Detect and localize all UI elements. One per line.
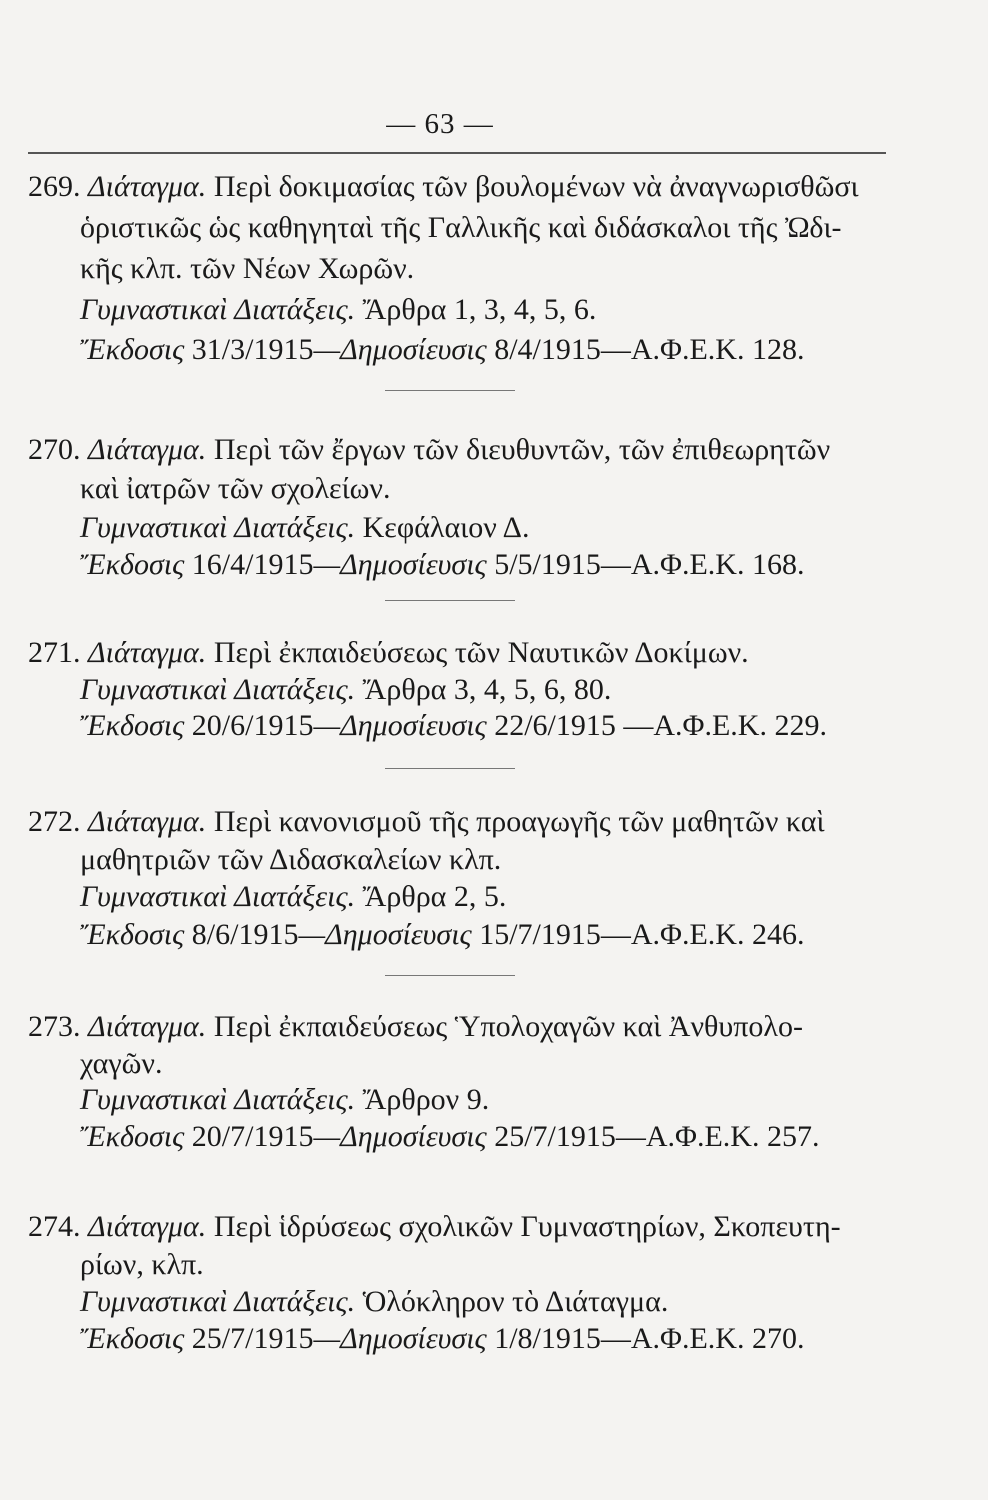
dimosieusis-label: —Δημοσίευσις xyxy=(313,1120,487,1153)
ekdosis-date: 31/3/1915 xyxy=(191,333,314,366)
entry-subject-cont: ρίων, κλπ. xyxy=(80,1248,204,1281)
diataxeis-line xyxy=(80,673,611,707)
entry-title: Διάταγμα. xyxy=(88,170,207,203)
dimosieusis-label: —Δημοσίευσις xyxy=(313,709,487,742)
dimosieusis-value: 22/6/1915 —Α.Φ.Ε.Κ. 229. xyxy=(494,709,827,742)
dimosieusis-value: 5/5/1915—Α.Φ.Ε.Κ. 168. xyxy=(494,548,805,581)
ekdosis-label: Ἔκδοσις xyxy=(80,918,185,951)
entry-subject: Περὶ κανονισμοῦ τῆς προαγωγῆς τῶν μαθητῶν καὶ xyxy=(213,805,825,838)
entry-first-line xyxy=(28,805,825,839)
diataxeis-value: Κεφάλαιον Δ. xyxy=(362,511,530,544)
header-rule xyxy=(28,152,886,154)
entry-first-line xyxy=(28,433,830,467)
entry-separator xyxy=(385,975,515,976)
dimosieusis-label: —Δημοσίευσις xyxy=(313,333,487,366)
entry-title: Διάταγμα. xyxy=(88,1210,207,1243)
entry-first-line xyxy=(28,1210,841,1244)
dimosieusis-value: 15/7/1915—Α.Φ.Ε.Κ. 246. xyxy=(479,918,805,951)
entry-title: Διάταγμα. xyxy=(88,433,207,466)
ekdosis-line xyxy=(80,918,804,952)
ekdosis-date: 8/6/1915 xyxy=(191,918,299,951)
ekdosis-line xyxy=(80,1120,819,1154)
entry-subject: Περὶ δοκιμασίας τῶν βουλομένων νὰ ἀναγνωρισθῶσι xyxy=(213,170,859,203)
ekdosis-label: Ἔκδοσις xyxy=(80,548,185,581)
entry-subject-cont: ὁριστικῶς ὡς καθηγηταὶ τῆς Γαλλικῆς καὶ διδάσκαλοι τῆς Ὠδι- xyxy=(80,211,842,244)
entry-first-line xyxy=(28,1010,803,1044)
diataxeis-line xyxy=(80,293,596,327)
dimosieusis-label: —Δημοσίευσις xyxy=(313,548,487,581)
diataxeis-label: Γυμναστικαὶ Διατάξεις. xyxy=(80,880,356,913)
entry-first-line xyxy=(28,170,859,204)
diataxeis-value: Ἄρθρον 9. xyxy=(362,1083,490,1116)
ekdosis-label: Ἔκδοσις xyxy=(80,333,185,366)
diataxeis-label: Γυμναστικαὶ Διατάξεις. xyxy=(80,1083,356,1116)
ekdosis-line xyxy=(80,1322,804,1356)
dimosieusis-value: 25/7/1915—Α.Φ.Ε.Κ. 257. xyxy=(494,1120,820,1153)
diataxeis-label: Γυμναστικαὶ Διατάξεις. xyxy=(80,1285,356,1318)
entry-subject-cont: κῆς κλπ. τῶν Νέων Χωρῶν. xyxy=(80,252,415,285)
entry-subject: Περὶ ἐκπαιδεύσεως Ὑπολοχαγῶν καὶ Ἀνθυπολο- xyxy=(213,1010,803,1043)
entry-subject-cont: μαθητριῶν τῶν Διδασκαλείων κλπ. xyxy=(80,843,502,876)
entry-title: Διάταγμα. xyxy=(88,636,207,669)
entry-number: 271. xyxy=(28,636,81,669)
ekdosis-label: Ἔκδοσις xyxy=(80,1322,185,1355)
diataxeis-line xyxy=(80,1285,668,1319)
dimosieusis-label: —Δημοσίευσις xyxy=(298,918,472,951)
entry-subject: Περὶ ἱδρύσεως σχολικῶν Γυμναστηρίων, Σκοπευτη- xyxy=(213,1210,841,1243)
entry-number: 273. xyxy=(28,1010,81,1043)
diataxeis-line xyxy=(80,511,529,545)
diataxeis-value: Ἄρθρα 2, 5. xyxy=(362,880,507,913)
ekdosis-line xyxy=(80,548,804,582)
diataxeis-value: Ὁλόκληρον τὸ Διάταγμα. xyxy=(362,1285,669,1318)
entry-separator xyxy=(385,768,515,769)
entry-subject-cont: καὶ ἰατρῶν τῶν σχολείων. xyxy=(80,472,391,505)
diataxeis-label: Γυμναστικαὶ Διατάξεις. xyxy=(80,673,356,706)
entry-subject: Περὶ ἐκπαιδεύσεως τῶν Ναυτικῶν Δοκίμων. xyxy=(213,636,749,669)
entry-number: 270. xyxy=(28,433,81,466)
diataxeis-line xyxy=(80,880,506,914)
entry-separator xyxy=(385,600,515,601)
entry-subject: Περὶ τῶν ἔργων τῶν διευθυντῶν, τῶν ἐπιθεωρητῶν xyxy=(213,433,831,466)
ekdosis-date: 20/6/1915 xyxy=(191,709,314,742)
diataxeis-label: Γυμναστικαὶ Διατάξεις. xyxy=(80,511,356,544)
ekdosis-line xyxy=(80,709,827,743)
entry-title: Διάταγμα. xyxy=(88,1010,207,1043)
ekdosis-label: Ἔκδοσις xyxy=(80,1120,185,1153)
diataxeis-value: Ἄρθρα 3, 4, 5, 6, 80. xyxy=(362,673,612,706)
entry-title: Διάταγμα. xyxy=(88,805,207,838)
entry-separator xyxy=(385,390,515,391)
diataxeis-label: Γυμναστικαὶ Διατάξεις. xyxy=(80,293,356,326)
ekdosis-date: 20/7/1915 xyxy=(191,1120,314,1153)
entry-number: 269. xyxy=(28,170,81,203)
entry-subject-cont: χαγῶν. xyxy=(80,1047,163,1080)
ekdosis-line xyxy=(80,333,804,367)
entry-number: 274. xyxy=(28,1210,81,1243)
diataxeis-value: Ἄρθρα 1, 3, 4, 5, 6. xyxy=(362,293,597,326)
entry-number: 272. xyxy=(28,805,81,838)
ekdosis-label: Ἔκδοσις xyxy=(80,709,185,742)
dimosieusis-value: 8/4/1915—Α.Φ.Ε.Κ. 128. xyxy=(494,333,805,366)
ekdosis-date: 16/4/1915 xyxy=(191,548,314,581)
dimosieusis-label: —Δημοσίευσις xyxy=(313,1322,487,1355)
diataxeis-line xyxy=(80,1083,489,1117)
ekdosis-date: 25/7/1915 xyxy=(191,1322,314,1355)
entry-first-line xyxy=(28,636,749,670)
dimosieusis-value: 1/8/1915—Α.Φ.Ε.Κ. 270. xyxy=(494,1322,805,1355)
page-number: — 63 — xyxy=(386,108,494,140)
